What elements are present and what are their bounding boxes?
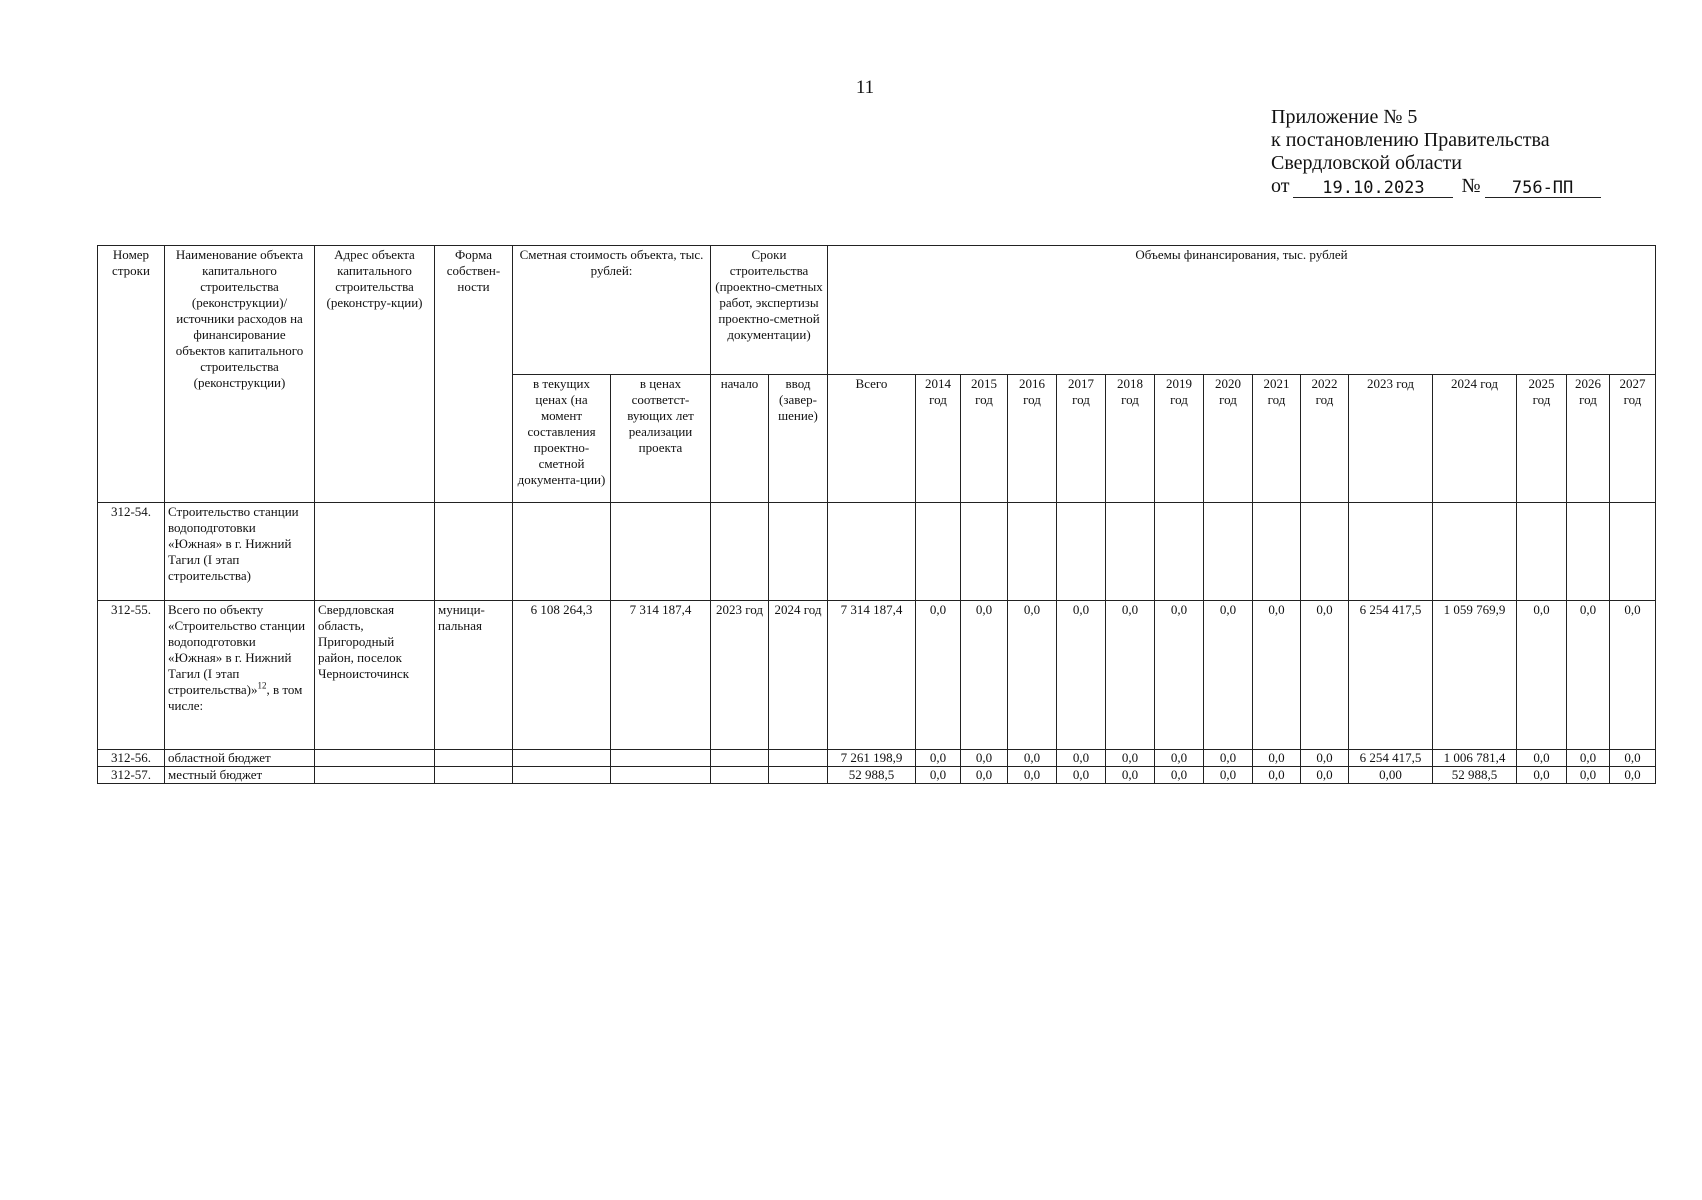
year-cell: 0,0 (1057, 767, 1106, 784)
term-end (769, 503, 828, 601)
header-year: 2018 год (1106, 375, 1155, 503)
financing-table (97, 245, 1656, 784)
year-cell (1008, 503, 1057, 601)
year-cell (961, 503, 1008, 601)
table-row (98, 750, 1656, 767)
total-cell: 52 988,5 (828, 767, 916, 784)
year-cell (1567, 503, 1610, 601)
year-cell: 0,0 (1204, 750, 1253, 767)
header-year: 2017 год (1057, 375, 1106, 503)
year-cell (1349, 503, 1433, 601)
object-name-text: Всего по объекту «Строительство станции водоподготовки «Южная» в г. Нижний Тагил (I этап строительства)» (168, 602, 306, 697)
year-cell: 0,0 (916, 767, 961, 784)
header-row-number: Номер строки (98, 246, 165, 503)
ownership-form (435, 767, 513, 784)
appendix-date-line (1271, 175, 1601, 198)
year-cell: 0,0 (1253, 750, 1301, 767)
year-cell: 1 006 781,4 (1433, 750, 1517, 767)
year-cell: 0,0 (1008, 767, 1057, 784)
year-cell: 0,0 (1301, 750, 1349, 767)
row-number: 312-55. (98, 601, 165, 750)
header-year: 2024 год (1433, 375, 1517, 503)
cost-years (611, 503, 711, 601)
year-cell (1253, 503, 1301, 601)
cost-current (513, 750, 611, 767)
year-cell: 0,00 (1349, 767, 1433, 784)
year-cell (1610, 503, 1656, 601)
appendix-header (1271, 106, 1601, 198)
decree-date: 19.10.2023 (1293, 179, 1453, 198)
year-cell: 0,0 (1106, 601, 1155, 750)
year-cell: 0,0 (1204, 601, 1253, 750)
object-address (315, 767, 435, 784)
decree-number: 756-ПП (1485, 179, 1601, 198)
year-cell: 0,0 (1204, 767, 1253, 784)
header-construction-terms: Сроки строительства (проектно-сметных работ, экспертизы проектно-сметной документации) (711, 246, 828, 375)
term-end: 2024 год (769, 601, 828, 750)
table-row (98, 601, 1656, 750)
year-cell: 0,0 (1610, 750, 1656, 767)
year-cell: 0,0 (1610, 767, 1656, 784)
year-cell (1301, 503, 1349, 601)
year-cell: 0,0 (1155, 601, 1204, 750)
appendix-line1: Приложение № 5 (1271, 106, 1418, 128)
header-year: 2026 год (1567, 375, 1610, 503)
object-name: Строительство станции водоподготовки «Южная» в г. Нижний Тагил (I этап строительства) (165, 503, 315, 601)
page-number: 11 (855, 77, 875, 98)
year-cell (1517, 503, 1567, 601)
year-cell (1155, 503, 1204, 601)
total-cell (828, 503, 916, 601)
year-cell: 6 254 417,5 (1349, 750, 1433, 767)
header-year: 2014 год (916, 375, 961, 503)
year-cell: 0,0 (961, 601, 1008, 750)
year-cell: 0,0 (1517, 767, 1567, 784)
header-year: 2019 год (1155, 375, 1204, 503)
header-term-end: ввод (завер-шение) (769, 375, 828, 503)
header-estimated-cost: Сметная стоимость объекта, тыс. рублей: (513, 246, 711, 375)
number-sign: № (1461, 175, 1481, 197)
ownership-form (435, 750, 513, 767)
year-cell: 0,0 (1106, 767, 1155, 784)
year-cell: 0,0 (961, 767, 1008, 784)
term-start (711, 503, 769, 601)
year-cell: 0,0 (1008, 601, 1057, 750)
object-name-tail: , в том числе: (168, 682, 303, 713)
footnote-mark: 12 (257, 680, 267, 691)
header-ownership: Форма собствен-ности (435, 246, 513, 503)
year-cell: 0,0 (1106, 750, 1155, 767)
year-cell (1204, 503, 1253, 601)
year-cell: 0,0 (1253, 767, 1301, 784)
object-name: областной бюджет (165, 750, 315, 767)
year-cell: 0,0 (1567, 601, 1610, 750)
header-year: 2025 год (1517, 375, 1567, 503)
appendix-line2: к постановлению Правительства (1271, 129, 1550, 151)
term-start (711, 767, 769, 784)
term-end (769, 750, 828, 767)
year-cell: 0,0 (1517, 601, 1567, 750)
term-end (769, 767, 828, 784)
header-year: 2022 год (1301, 375, 1349, 503)
year-cell (1433, 503, 1517, 601)
cost-years (611, 750, 711, 767)
year-cell (916, 503, 961, 601)
ownership-form: муници-пальная (435, 601, 513, 750)
appendix-line3: Свердловской области (1271, 152, 1462, 174)
year-cell: 0,0 (916, 750, 961, 767)
year-cell: 0,0 (1057, 601, 1106, 750)
year-cell: 0,0 (1517, 750, 1567, 767)
year-cell: 0,0 (916, 601, 961, 750)
total-cell: 7 314 187,4 (828, 601, 916, 750)
year-cell: 0,0 (961, 750, 1008, 767)
year-cell: 0,0 (1008, 750, 1057, 767)
year-cell: 0,0 (1567, 767, 1610, 784)
object-address: Свердловская область, Пригородный район, поселок Черноисточинск (315, 601, 435, 750)
object-address (315, 750, 435, 767)
year-cell: 6 254 417,5 (1349, 601, 1433, 750)
cost-years (611, 767, 711, 784)
year-cell: 0,0 (1301, 601, 1349, 750)
object-name (165, 601, 315, 750)
year-cell: 0,0 (1610, 601, 1656, 750)
year-cell: 0,0 (1057, 750, 1106, 767)
header-year: 2016 год (1008, 375, 1057, 503)
total-cell: 7 261 198,9 (828, 750, 916, 767)
header-cost-years: в ценах соответст-вующих лет реализации проекта (611, 375, 711, 503)
row-number: 312-56. (98, 750, 165, 767)
row-number: 312-54. (98, 503, 165, 601)
header-total: Всего (828, 375, 916, 503)
header-year: 2027 год (1610, 375, 1656, 503)
year-cell: 0,0 (1155, 767, 1204, 784)
header-year: 2023 год (1349, 375, 1433, 503)
header-address: Адрес объекта капитального строительства (реконстру-кции) (315, 246, 435, 503)
header-year: 2020 год (1204, 375, 1253, 503)
cost-current (513, 503, 611, 601)
year-cell (1106, 503, 1155, 601)
object-name: местный бюджет (165, 767, 315, 784)
ownership-form (435, 503, 513, 601)
year-cell: 0,0 (1301, 767, 1349, 784)
header-cost-current: в текущих ценах (на момент составления проектно-сметной документа-ции) (513, 375, 611, 503)
year-cell: 0,0 (1155, 750, 1204, 767)
cost-current: 6 108 264,3 (513, 601, 611, 750)
header-year: 2015 год (961, 375, 1008, 503)
header-object-name: Наименование объекта капитального строительства (реконструкции)/ источники расходов на финансирование объектов капитального строительства (реконструкции) (165, 246, 315, 503)
year-cell: 0,0 (1253, 601, 1301, 750)
header-year: 2021 год (1253, 375, 1301, 503)
cost-current (513, 767, 611, 784)
year-cell (1057, 503, 1106, 601)
cost-years: 7 314 187,4 (611, 601, 711, 750)
year-cell: 0,0 (1567, 750, 1610, 767)
year-cell: 52 988,5 (1433, 767, 1517, 784)
from-label: от (1271, 175, 1290, 197)
row-number: 312-57. (98, 767, 165, 784)
header-term-start: начало (711, 375, 769, 503)
term-start (711, 750, 769, 767)
table-row (98, 767, 1656, 784)
term-start: 2023 год (711, 601, 769, 750)
year-cell: 1 059 769,9 (1433, 601, 1517, 750)
object-address (315, 503, 435, 601)
table-row (98, 503, 1656, 601)
header-funding: Объемы финансирования, тыс. рублей (828, 246, 1656, 375)
